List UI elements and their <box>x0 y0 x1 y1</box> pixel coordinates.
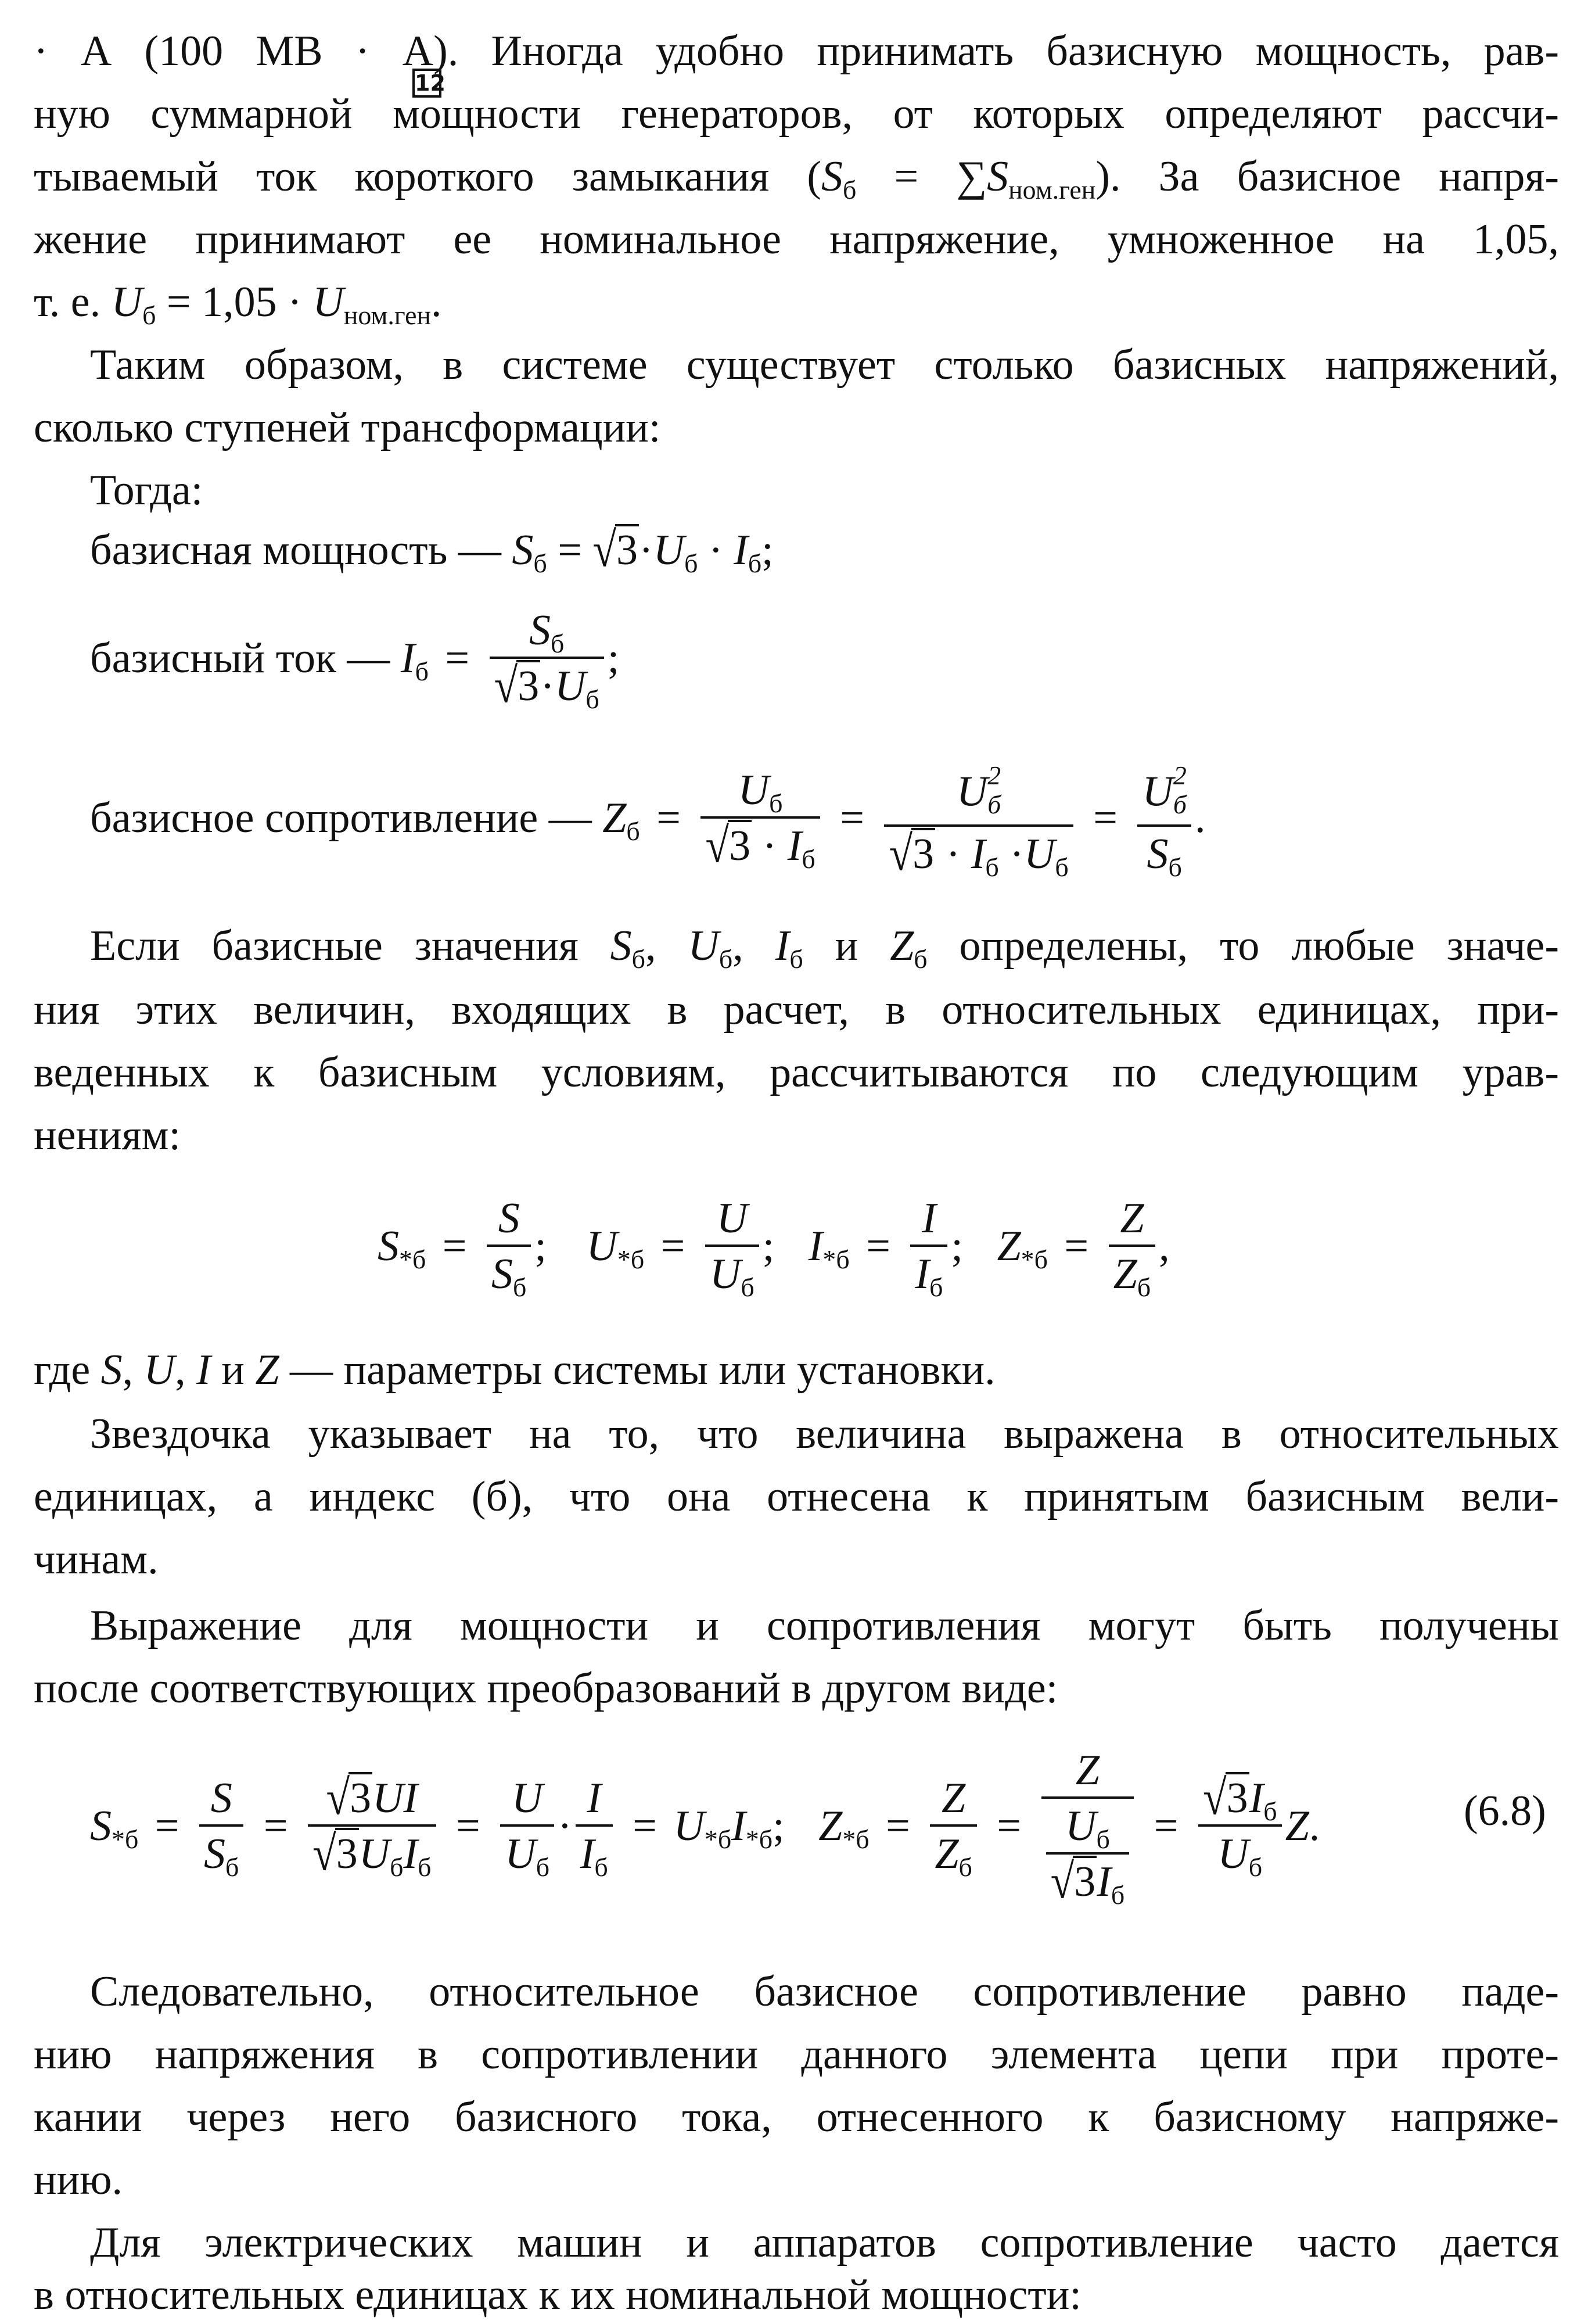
p3-line-4: нениям: <box>34 1111 181 1159</box>
p3-line-2: ния этих величин, входящих в расчет, в относительных единицах, при- <box>34 986 1559 1034</box>
p7-line-1: Следовательно, относительное базисное сопротивление равно паде- <box>90 1968 1559 2015</box>
page-number-marker: 12 <box>412 69 441 98</box>
intro-line-1: · А (100 МВ · А). Иногда удобно принимать базисную мощность, рав- <box>34 27 1559 75</box>
formula-base-resistance: базисное сопротивление — Zб = $\frac{Uб}{√3 \cdot Iб}$ = U 2 б √3 · Iб ·Uб = U 2 б Sб . <box>90 761 1206 882</box>
p3-line-1: Если базисные значения Sб, Uб, Iб и Zб определены, то любые значе- <box>90 922 1560 974</box>
formula-base-current: базисный ток — Iб = $\frac{Sб}{√3\cdot Uб}$ ; <box>90 607 620 714</box>
formula-6-8: S*б = $\frac{S}{Sб}$ = $\frac{√3UI}{\text{√3UбIб}}$ = $\frac{U}{Uб}$ · $\frac{I}{Iб}$ = U*бI*б; Z*б = $\frac{Z}{Zб}$ = $\frac{Z}{\frac{Uб}{√3Iб}}$ = $\frac{√3Iб}{Uб}$ Z. <box>90 1746 1320 1910</box>
intro-line-4: жение принимают ее номинальное напряжение, умноженное на 1,05, <box>34 216 1559 263</box>
p2-line-3: Тогда: <box>90 467 203 514</box>
p3-line-3: веденных к базисным условиям, рассчитываются по следующим урав- <box>34 1049 1559 1096</box>
p7-line-4: нию. <box>34 2156 123 2204</box>
formula-relative-units: S*б = $\frac{S}{Sб}$ ; U*б = $\frac{U}{Uб}$ ; I*б = $\frac{I}{Iб}$ ; Z*б = $\frac{Z}{Zб}$ , <box>378 1195 1170 1302</box>
p7-line-2: нию напряжения в сопротивлении данного элемента цепи при проте- <box>34 2031 1559 2078</box>
p8-line-1: Для электрических машин и аппаратов сопротивление часто дается <box>90 2219 1559 2266</box>
p2-line-1: Таким образом, в системе существует столько базисных напряжений, <box>90 341 1559 389</box>
p2-line-2: сколько ступеней трансформации: <box>34 404 661 451</box>
p6-line-1: Выражение для мощности и сопротивления могут быть получены <box>90 1602 1559 1649</box>
intro-line-2: ную суммарной мощности генераторов, от которых определяют рассчи- <box>34 90 1559 138</box>
equation-number: (6.8) <box>1464 1787 1546 1835</box>
intro-line-3: тываемый ток короткого замыкания (Sб = ∑Sном.ген). За базисное напря- <box>34 153 1560 205</box>
p8-line-2: в относительных единицах к их номинальной мощности: <box>34 2271 1082 2319</box>
formula-base-power: базисная мощность — Sб = √3·Uб · Iб; <box>90 522 774 578</box>
p5-line-2: единицах, а индекс (б), что она отнесена к принятым базисным вели- <box>34 1473 1559 1520</box>
intro-line-5: т. е. Uб = 1,05 · Uном.ген. <box>34 278 442 330</box>
p5-line-1: Звездочка указывает на то, что величина выражена в относительных <box>90 1410 1559 1458</box>
p5-line-3: чинам. <box>34 1536 159 1583</box>
p6-line-2: после соответствующих преобразований в другом виде: <box>34 1665 1058 1712</box>
p7-line-3: кании через него базисного тока, отнесенного к базисному напряже- <box>34 2093 1559 2141</box>
p4-line-1: где S, U, I и Z — параметры системы или установки. <box>34 1346 996 1394</box>
